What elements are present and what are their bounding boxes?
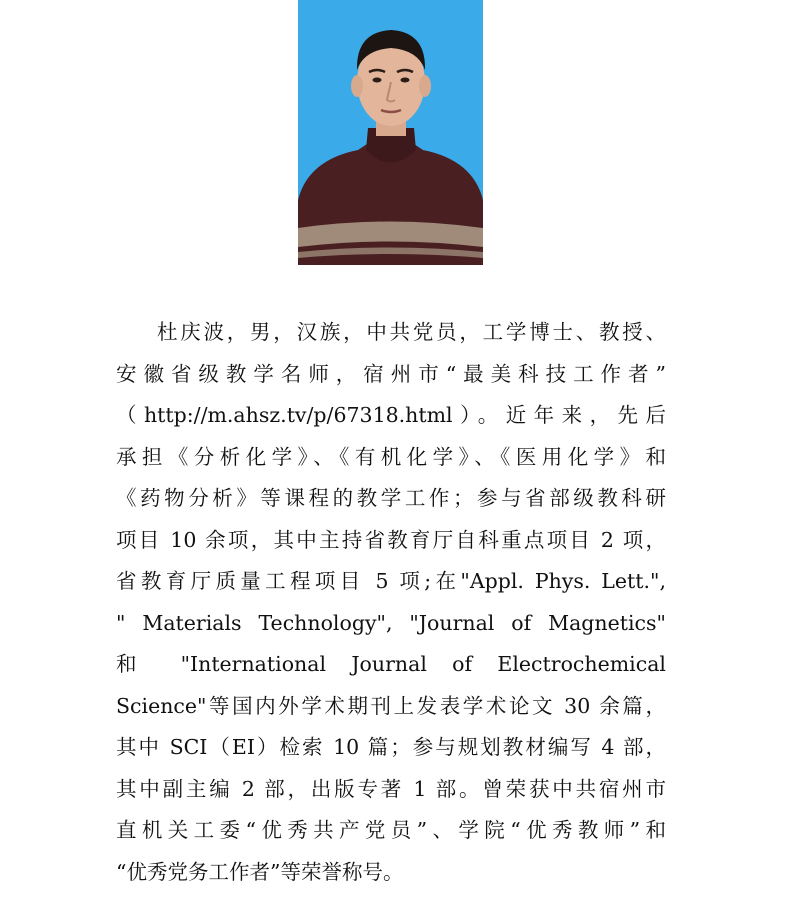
portrait-icon — [298, 0, 483, 265]
bio-line: 承担《分析化学》、《有机化学》、《医用化学》和 — [116, 444, 666, 469]
bio-line: Science"等国内外学术期刊上发表学术论文 30 余篇， — [116, 693, 666, 718]
bio-line: 安徽省级教学名师，宿州市“最美科技工作者” — [116, 361, 666, 386]
bio-line: “优秀党务工作者”等荣誉称号。 — [116, 859, 404, 884]
bio-line: 项目 10 余项，其中主持省教育厅自科重点项目 2 项， — [116, 527, 666, 552]
bio-line: 杜庆波，男，汉族，中共党员，工学博士、教授、 — [157, 320, 666, 344]
biography-text — [116, 312, 666, 893]
bio-line: 省教育厅质量工程项目 5 项;在"Appl. Phys. Lett.", — [116, 569, 666, 593]
bio-line: " Materials Technology", "Journal of Magnetics" — [116, 610, 666, 635]
bio-line: 其中 SCI（EI）检索 10 篇；参与规划教材编写 4 部， — [116, 735, 666, 759]
bio-line: 直机关工委“优秀共产党员”、学院“优秀教师”和 — [116, 818, 666, 842]
bio-line: 和 "International Journal of Electrochemical — [116, 652, 666, 676]
portrait-photo — [298, 0, 483, 265]
bio-line: （http://m.ahsz.tv/p/67318.html）。近年来，先后 — [116, 403, 666, 427]
bio-line: 《药物分析》等课程的教学工作；参与省部级教科研 — [116, 486, 666, 510]
bio-line: 其中副主编 2 部，出版专著 1 部。曾荣获中共宿州市 — [116, 776, 666, 801]
